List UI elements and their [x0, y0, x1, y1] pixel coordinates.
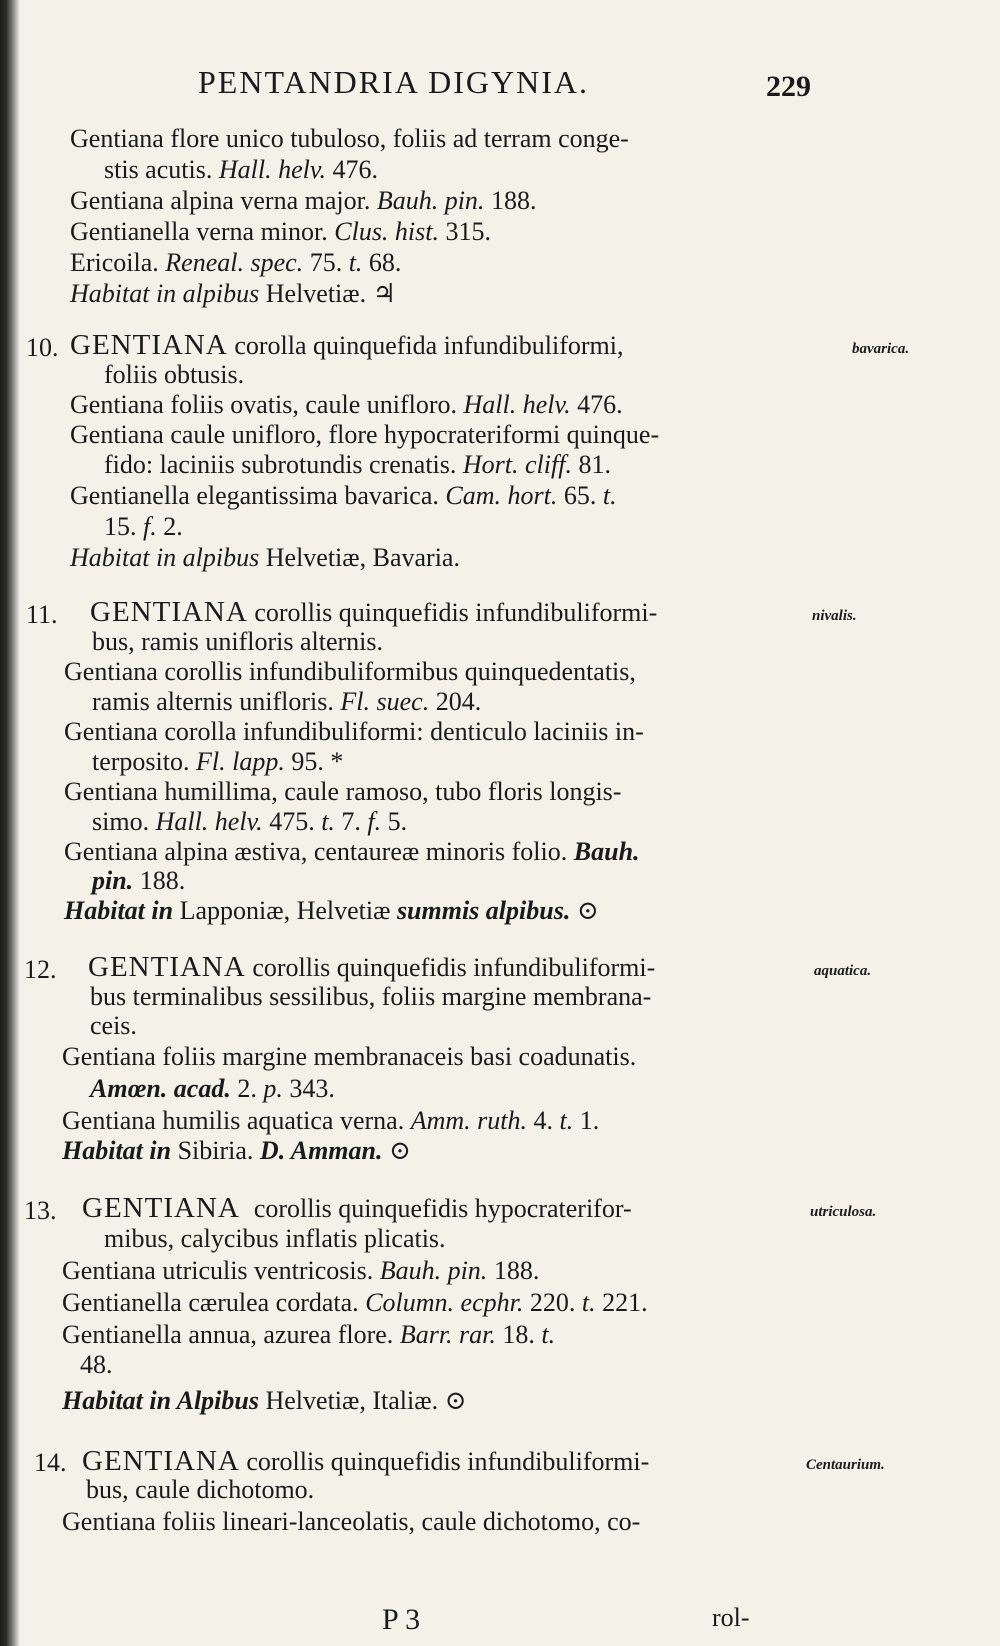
entry-heading: GENTIANA corolla quinquefida infundibuliformi,: [70, 329, 624, 361]
entry-heading: GENTIANA corollis quinquefidis infundibuliformi-: [82, 1445, 650, 1477]
text-line: Gentiana foliis margine membranaceis basi coadunatis.: [62, 1042, 637, 1071]
text-line: 15. f. 2.: [104, 512, 183, 541]
text-line: Amœn. acad. 2. p. 343.: [90, 1074, 335, 1103]
page-number: 229: [766, 70, 811, 103]
text-line: Gentiana alpina verna major. Bauh. pin. 188.: [70, 186, 537, 215]
text-line: ramis alternis unifloris. Fl. suec. 204.: [92, 687, 482, 716]
text-line: bus, ramis unifloris alternis.: [92, 627, 384, 656]
entry-number: 10.: [26, 333, 59, 362]
text-line: Gentiana corollis infundibuliformibus quinquedentatis,: [64, 657, 636, 686]
text-line: Gentianella elegantissima bavarica. Cam. hort. 65. t.: [70, 481, 617, 510]
signature-mark: P 3: [382, 1603, 421, 1636]
running-head: PENTANDRIA DIGYNIA.: [198, 64, 589, 100]
text-line: simo. Hall. helv. 475. t. 7. f. 5.: [92, 807, 408, 836]
trivial-name: aquatica.: [814, 963, 872, 979]
entry-number: 12.: [24, 955, 57, 984]
text-line: foliis obtusis.: [104, 360, 245, 389]
habitat-line: Habitat in Alpibus Helvetiæ, Italiæ. ⊙: [62, 1386, 467, 1415]
text-line: mibus, calycibus inflatis plicatis.: [104, 1224, 446, 1253]
text-line: Gentianella verna minor. Clus. hist. 315.: [70, 217, 491, 246]
text-line: Gentiana foliis ovatis, caule unifloro. Hall. helv. 476.: [70, 390, 623, 419]
text-line: fido: laciniis subrotundis crenatis. Hort. cliff. 81.: [104, 450, 611, 479]
text-line: bus, caule dichotomo.: [86, 1475, 315, 1504]
habitat-line: Habitat in alpibus Helvetiæ. ♃: [70, 279, 396, 308]
entry-heading: GENTIANA corollis quinquefidis infundibuliformi-: [90, 596, 658, 628]
text-line: bus terminalibus sessilibus, foliis margine membrana-: [90, 982, 652, 1011]
entry-number: 11.: [26, 600, 58, 629]
entry-heading: GENTIANA corollis quinquefidis hypocraterifor-: [82, 1192, 632, 1224]
text-line: Gentiana alpina æstiva, centaureæ minoris folio. Bauh.: [64, 837, 640, 866]
text-line: Gentianella annua, azurea flore. Barr. rar. 18. t.: [62, 1320, 556, 1349]
habitat-line: Habitat in Sibiria. D. Amman. ⊙: [62, 1136, 411, 1165]
text-line: Ericoila. Reneal. spec. 75. t. 68.: [70, 248, 402, 277]
text-line: Gentiana corolla infundibuliformi: denticulo laciniis in-: [64, 717, 644, 746]
entry-heading: GENTIANA corollis quinquefidis infundibuliformi-: [88, 951, 656, 983]
entry-number: 13.: [24, 1196, 57, 1225]
trivial-name: utriculosa.: [810, 1204, 877, 1220]
text-line: ceis.: [90, 1011, 137, 1040]
trivial-name: bavarica.: [852, 341, 910, 357]
entry-number: 14.: [34, 1448, 67, 1477]
text-line: stis acutis. Hall. helv. 476.: [104, 155, 378, 184]
text-line: Gentianella cærulea cordata. Column. ecphr. 220. t. 221.: [62, 1288, 648, 1317]
text-line: Gentiana humilis aquatica verna. Amm. ruth. 4. t. 1.: [62, 1106, 600, 1135]
text-line: 48.: [80, 1350, 113, 1379]
text-line: Gentiana foliis lineari-lanceolatis, caule dichotomo, co-: [62, 1507, 641, 1536]
text-line: terposito. Fl. lapp. 95. *: [92, 747, 344, 776]
page-binding-shadow: [0, 0, 20, 1646]
text-line: pin. 188.: [92, 866, 186, 895]
text-line: Gentiana caule unifloro, flore hypocrateriformi quinque-: [70, 420, 660, 449]
text-line: Gentiana humillima, caule ramoso, tubo floris longis-: [64, 777, 622, 806]
habitat-line: Habitat in alpibus Helvetiæ, Bavaria.: [70, 543, 460, 572]
habitat-line: Habitat in Lapponiæ, Helvetiæ summis alpibus. ⊙: [64, 896, 599, 925]
text-line: Gentiana flore unico tubuloso, foliis ad terram conge-: [70, 124, 629, 153]
text-line: Gentiana utriculis ventricosis. Bauh. pin. 188.: [62, 1256, 540, 1285]
catchword: rol-: [712, 1603, 750, 1632]
trivial-name: nivalis.: [812, 608, 857, 624]
trivial-name: Centaurium.: [806, 1457, 885, 1473]
